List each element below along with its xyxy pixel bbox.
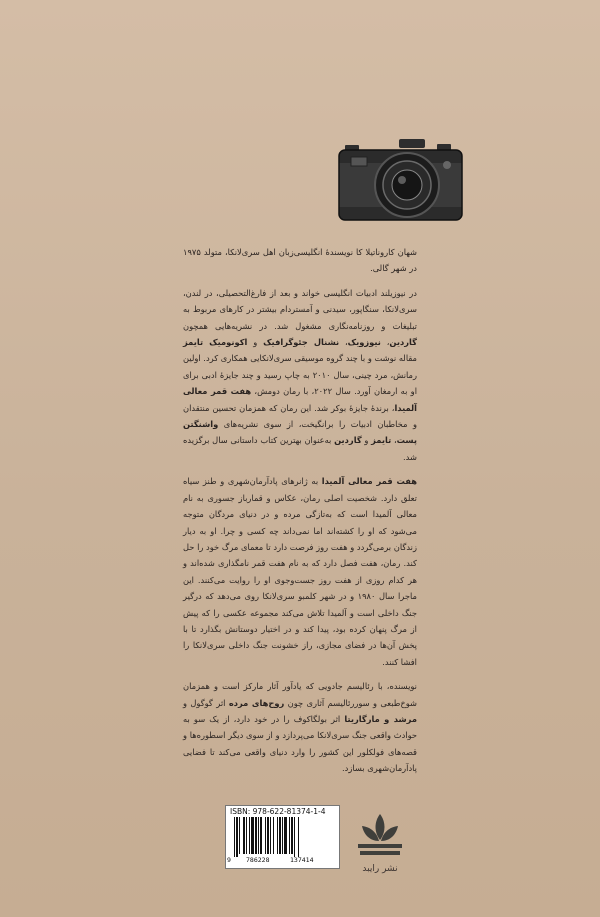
barcode-bar [279,817,281,854]
barcode [232,817,333,857]
barcode-bar [294,817,295,857]
bold-title: واشنگتن پست [183,419,417,446]
bold-title: اکونومیک تایمز [183,337,248,348]
publisher-logo-icon [355,810,405,862]
barcode-group-1: 786228 [246,856,270,864]
paragraph [183,678,417,776]
synopsis-text [183,244,417,785]
barcode-bar [265,817,266,854]
text-run: در نیوزیلند ادبیات انگلیسی خواند و بعد از فارغ‌التحصیلی، در لندن، سری‌لانکا، سنگاپور، سیدنی و آمستردام بیشتر در کارهای مربوط به تبلیغات و روزنامه‌نگاری مشغول شد. در نشریه‌هایی همچون [183,287,417,331]
text-run: ، [339,337,348,348]
bold-title: گاردین [389,337,417,348]
text-run: به ژانرهای پادآرمان‌شهری و طنز سیاه تعلق دارد. شخصیت اصلی رمان، عکاس و قمارباز جسوری به نام معالی آلمیدا است که به‌تازگی مرده و در دنیای مردگان متوجه می‌شود که او را کشته‌اند اما نمی‌داند چه کسی و چرا. او به دیار زندگان برمی‌گردد و هفت روز فرصت دارد تا معمای مرگ خود را حل کند. رمان، هفت فصل دارد که به نام هفت قمر نامگذاری شده‌اند و هر کدام روزی از هفت روز جست‌وجوی او را روایت می‌کنند. این ماجرا سال ۱۹۸۰ و در شهر کلمبو سری‌لانکا روی می‌دهد که درگیر جنگ داخلی است و آلمیدا تلاش می‌کند مجموعه عکسی را که پیش از مرگ پنهان کرده بود، پیدا کند و در اختیار دوستانش بگذارد تا با پخش آن‌ها در فضای مجازی، راز خشونت جنگ داخلی سری‌لانکا را افشا کنند. [183,476,417,667]
text-run: و [247,337,264,348]
barcode-bar [282,817,283,854]
barcode-group-2: 137414 [290,856,314,864]
paragraph [183,473,417,670]
barcode-bar [289,817,290,854]
barcode-bar [255,817,257,854]
bold-title: نیوزویک [347,337,381,348]
barcode-bar [298,817,299,857]
barcode-bar [243,817,245,854]
text-run: شهان کاروناتیلا کا نویسندهٔ انگلیسی‌زبان اهل سری‌لانکا، متولد ۱۹۷۵ در شهر گالی. [183,247,417,274]
text-run: مقاله نوشت و با چند گروه موسیقی سری‌لانکایی همکاری کرد. اولین رمانش، مرد چینی، سال ۲۰۱۰ به چاپ رسید و چند جایزهٔ ادبی برای او به ارمغان آورد. سال ۲۰۲۲، با رمان دومش، [183,353,417,397]
barcode-bar [270,817,271,854]
barcode-bar [284,817,287,854]
barcode-bar [234,817,235,857]
bold-title: روح‌های مرده [228,697,285,708]
text-run: اثر بولگاکوف را در خود دارد، از یک سو به حوادث واقعی جنگ سری‌لانکا می‌پردازد و از سوی دیگر اسطوره‌ها و قصه‌های فولکلور این کشور را وارد دنیای واقعی می‌کند تا فضایی پادآرمان‌شهری بسازد. [183,713,417,774]
barcode-bar [260,817,262,854]
isbn-barcode [225,805,340,869]
publisher-name: نشر رایبد [362,864,398,874]
barcode-bar [273,817,274,854]
barcode-bar [258,817,259,854]
text-run: ، [391,435,397,446]
bold-title: مرشد و مارگاریتا [344,713,417,724]
barcode-bar [277,817,278,854]
barcode-bar [236,817,238,857]
barcode-bar [239,817,240,854]
bold-title: تایمز [371,435,392,446]
text-run: نویسنده، با رئالیسم جادویی که یادآور آثار مارکز است و همزمان شوخ‌طبعی و سوررئالیسم آثاری چون [183,681,417,708]
bold-title: هفت قمر معالی آلمیدا [321,476,417,487]
bold-title: هفت قمر معالی آلمیدا [183,386,417,413]
text-run: ، برندهٔ جایزهٔ بوکر شد. این رمان که همزمان تحسین منتقدان و مخاطبان ادبیات را برانگیخت، از سوی نشریه‌های [183,402,417,430]
barcode-bar [267,817,269,854]
text-run: و [361,435,372,446]
text-run: اثر گوگول و [183,697,229,708]
isbn-number: ISBN: 978-622-81374-1-4 [230,807,326,816]
publisher-block [355,810,405,880]
paragraph [183,285,417,465]
paragraph [183,244,417,277]
barcode-bar [291,817,293,854]
bold-title: گاردین [334,435,362,446]
bold-title: نشنال جئوگرافیک [263,337,340,348]
barcode-bar [251,817,254,854]
text-run: به‌عنوان بهترین کتاب داستانی سال برگزیده شد. [183,435,417,462]
camera-icon [337,135,464,225]
barcode-first-digit: 9 [227,856,231,864]
barcode-bar [249,817,250,854]
text-run: ، [380,337,390,348]
barcode-bar [246,817,247,854]
